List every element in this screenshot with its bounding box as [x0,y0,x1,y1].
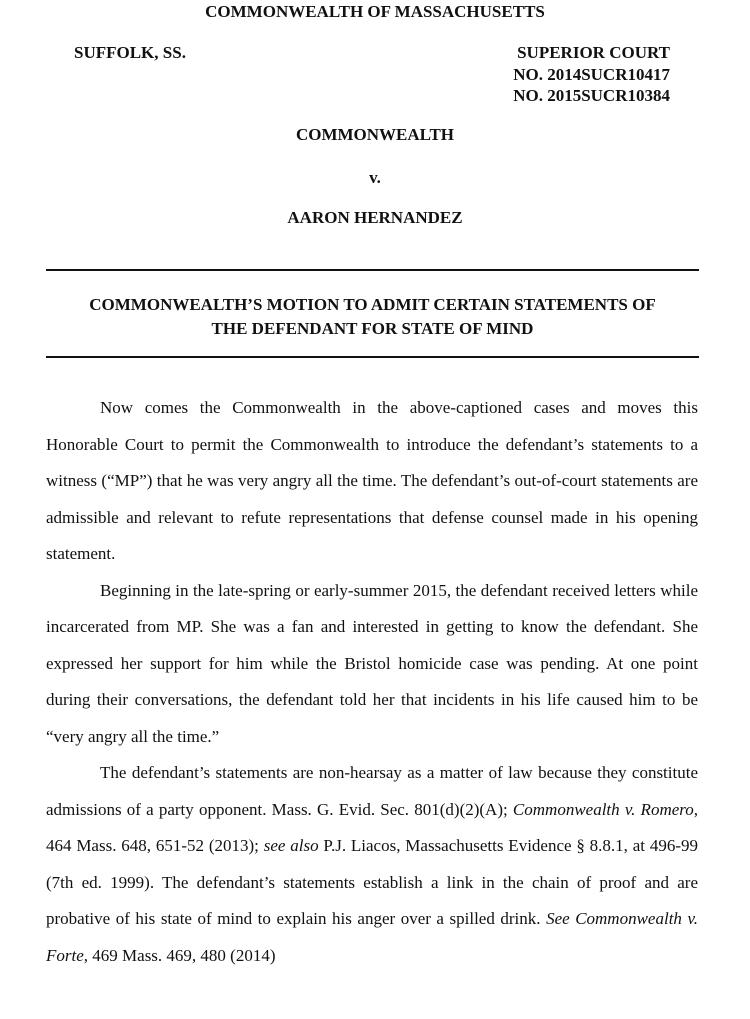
state-heading: COMMONWEALTH OF MASSACHUSETTS [205,2,545,21]
court-name: SUPERIOR COURT [517,43,670,62]
p3-text-c: , 464 Mass. 648, 651-52 (2013); [46,799,699,855]
versus-label: v. [369,168,381,187]
bottom-rule [46,356,699,358]
paragraph-1: Now comes the Commonwealth in the above-captioned cases and moves this Honorable Court to permit the Commonwealth to introduce the defendant’s statements to a witness (“MP”) that he was very angry all the time. The defendant’s out-of-court statements are admissible and relevant to refute representations that defense counsel made in his opening statement. [46,398,698,563]
signal-see-also: see also [263,836,319,855]
p3-text-a: The defendant’s statements are non-hearsay as a matter of law because they constitute admissions of a party opponent. Mass. G. Evid. Sec. 801(d)(2)(A); [46,763,698,819]
top-rule [46,269,699,271]
paragraph-3 [46,755,698,974]
motion-body [46,390,698,974]
motion-title-line2: THE DEFENDANT FOR STATE OF MIND [211,319,534,338]
defendant-name: AARON HERNANDEZ [287,208,463,227]
case-citation-forte: See Commonwealth v. Forte [46,909,698,965]
paragraph-2: Beginning in the late-spring or early-summer 2015, the defendant received letters while incarcerated from MP. She was a fan and interested in getting to know the defendant. She expressed her support for him while the Bristol homicide case was pending. At one point during their conversations, the defendant told her that incidents in his life caused him to be “very angry all the time.” [46,580,698,746]
motion-title [46,293,699,341]
motion-title-line1: COMMONWEALTH’S MOTION TO ADMIT CERTAIN STATEMENTS OF [89,295,656,314]
case-number-1: NO. 2014SUCR10417 [513,65,670,84]
p3-text-g: , 469 Mass. 469, 480 (2014) [83,945,276,965]
county-label: SUFFOLK, SS. [74,43,186,62]
case-number-2: NO. 2015SUCR10384 [513,86,670,105]
case-citation-romero: Commonwealth v. Romero [512,799,694,819]
plaintiff-name: COMMONWEALTH [295,125,455,144]
p3-text-e: P.J. Liacos, Massachusetts Evidence § 8.8.1, at 496-99 (7th ed. 1999). The defendant’s statements establish a link in the chain of proof and are probative of his state of mind to explain his anger over a spilled drink. [46,836,699,928]
